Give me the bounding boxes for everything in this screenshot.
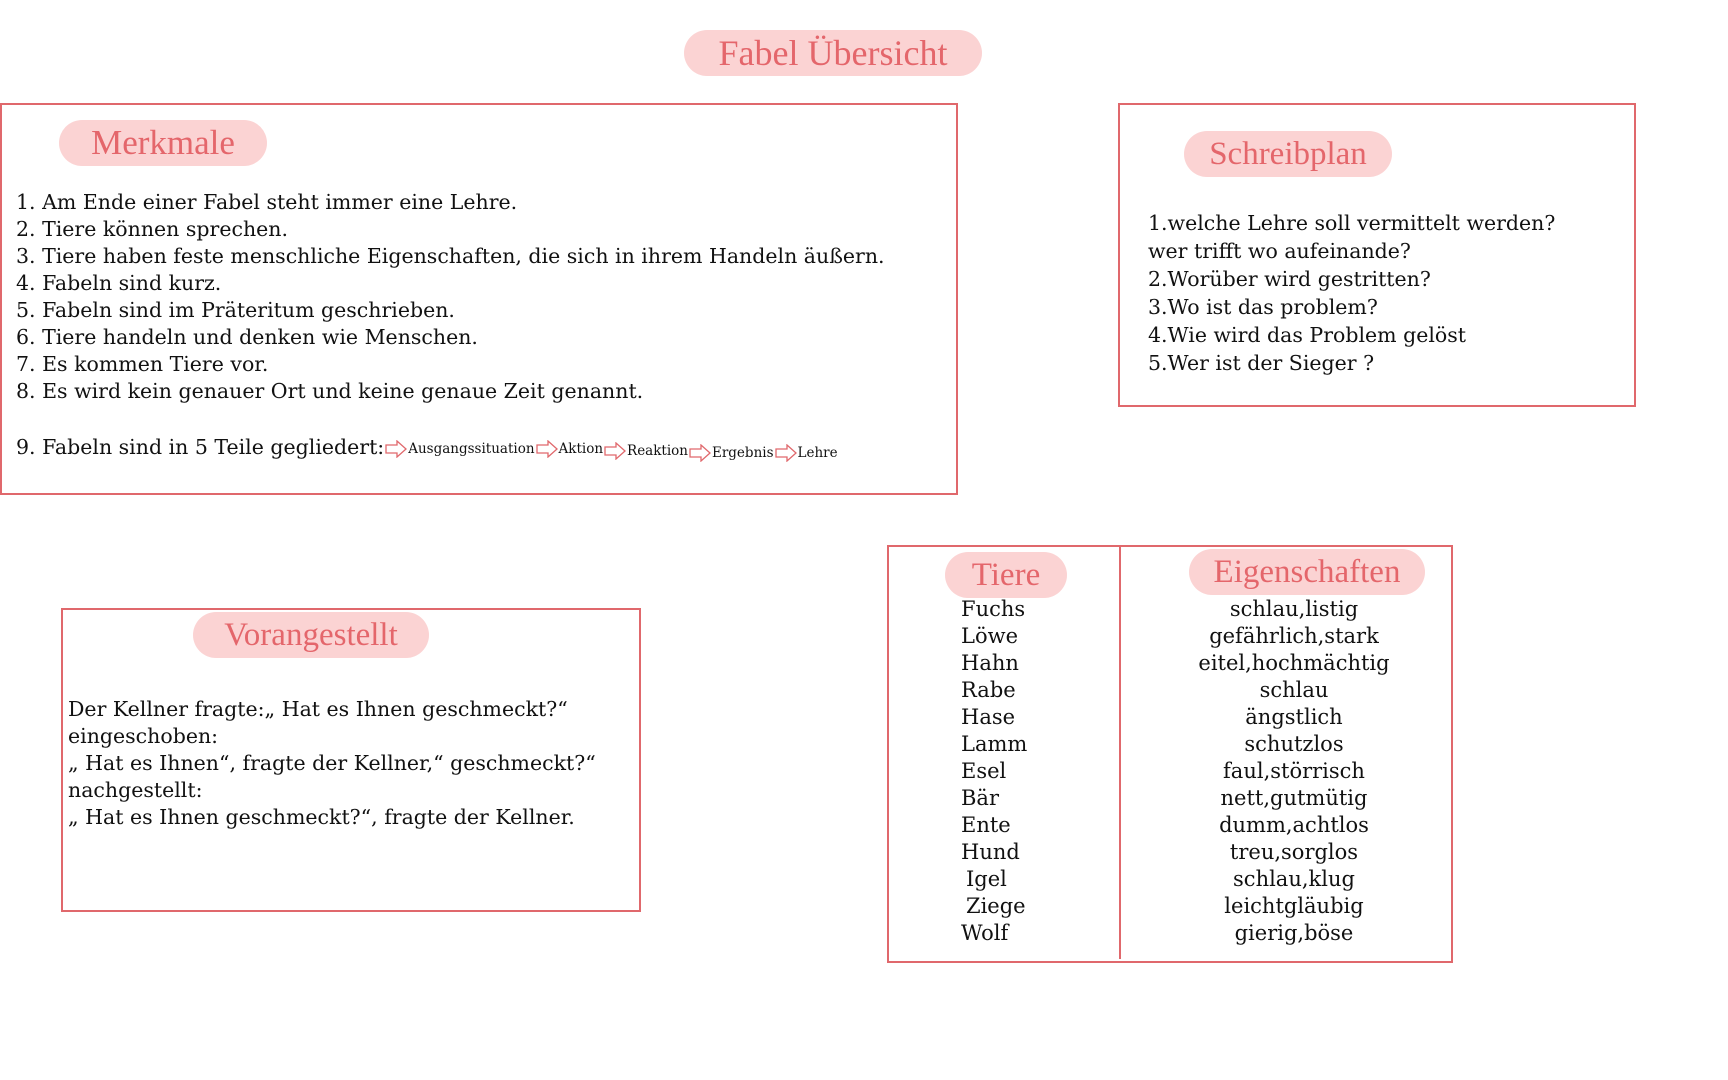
animal-name: Hahn [961, 651, 1019, 675]
arrow-right-icon [689, 444, 711, 462]
animal-name: Hase [961, 705, 1016, 729]
schreibplan-item: 1.welche Lehre soll vermittelt werden? [1148, 211, 1556, 235]
animal-name: Wolf [961, 921, 1009, 945]
animal-name: Bär [961, 786, 999, 810]
arrow-right-icon [536, 440, 558, 458]
animal-name: Hund [961, 840, 1020, 864]
eigenschaften-heading: Eigenschaften [1189, 549, 1425, 595]
animal-trait: gefährlich,stark [1209, 624, 1379, 648]
merkmale-item: 7. Es kommen Tiere vor. [16, 352, 269, 376]
schreibplan-heading: Schreibplan [1184, 131, 1392, 177]
arrow-right-icon [775, 444, 797, 462]
merkmale-item: 5. Fabeln sind im Präteritum geschrieben. [16, 298, 455, 322]
merkmale-item: 3. Tiere haben feste menschliche Eigenschaften, die sich in ihrem Handeln äußern. [16, 244, 885, 268]
part-step [688, 444, 774, 462]
page-title: Fabel Übersicht [684, 30, 982, 76]
vorangestellt-heading: Vorangestellt [193, 612, 429, 658]
part-label: Lehre [797, 445, 838, 461]
animal-name: Ente [961, 813, 1011, 837]
dialog-line: Der Kellner fragte:„ Hat es Ihnen geschmeckt?“ [68, 697, 568, 721]
schreibplan-item: 2.Worüber wird gestritten? [1148, 267, 1431, 291]
animal-name: Igel [966, 867, 1007, 891]
animal-name: Fuchs [961, 597, 1026, 621]
animal-name: Löwe [961, 624, 1018, 648]
merkmale-item: 6. Tiere handeln und denken wie Menschen. [16, 325, 478, 349]
merkmale-item: 4. Fabeln sind kurz. [16, 271, 222, 295]
dialog-line: eingeschoben: [68, 724, 219, 748]
vorangestellt-text [68, 696, 596, 831]
merkmale-list [16, 189, 885, 405]
animal-trait: schutzlos [1244, 732, 1344, 756]
animal-name: Ziege [966, 894, 1026, 918]
dialog-line: „ Hat es Ihnen geschmeckt?“, fragte der Kellner. [68, 805, 575, 829]
animal-trait: eitel,hochmächtig [1198, 651, 1390, 675]
animal-trait: dumm,achtlos [1219, 813, 1369, 837]
merkmale-heading: Merkmale [59, 120, 267, 166]
dialog-line: „ Hat es Ihnen“, fragte der Kellner,“ geschmeckt?“ [68, 751, 596, 775]
tiere-table [887, 545, 1453, 963]
vorangestellt-box [61, 608, 641, 912]
animal-trait: schlau,listig [1229, 597, 1359, 621]
part-label: Ausgangssituation [408, 441, 535, 457]
column-divider [1119, 547, 1121, 959]
animal-trait: schlau [1259, 678, 1329, 702]
schreibplan-item: 4.Wie wird das Problem gelöst [1148, 323, 1467, 347]
arrow-right-icon [604, 442, 626, 460]
merkmale-item: 2. Tiere können sprechen. [16, 217, 289, 241]
part-label: Ergebnis [711, 445, 774, 461]
schreibplan-box [1118, 103, 1636, 407]
merkmale-item: 8. Es wird kein genauer Ort und keine genaue Zeit genannt. [16, 379, 644, 403]
animal-trait: ängstlich [1245, 705, 1343, 729]
part-step [603, 442, 688, 460]
fabel-parts-row [16, 432, 838, 462]
animal-name: Rabe [961, 678, 1016, 702]
dialog-line: nachgestellt: [68, 778, 203, 802]
tiere-heading: Tiere [945, 552, 1067, 598]
part-label: Reaktion [627, 443, 688, 459]
animals-column [961, 596, 1027, 947]
animal-name: Esel [961, 759, 1007, 783]
schreibplan-item: 5.Wer ist der Sieger ? [1148, 351, 1375, 375]
animal-name: Lamm [961, 732, 1028, 756]
animal-trait: gierig,böse [1234, 921, 1354, 945]
animal-trait: nett,gutmütig [1220, 786, 1368, 810]
animal-trait: faul,störrisch [1223, 759, 1365, 783]
traits-column [1159, 596, 1429, 947]
animal-trait: leichtgläubig [1224, 894, 1364, 918]
part-step [384, 440, 534, 458]
schreibplan-item: wer trifft wo aufeinande? [1148, 239, 1411, 263]
merkmale-item-9: 9. Fabeln sind in 5 Teile gegliedert: [16, 435, 385, 459]
merkmale-item: 1. Am Ende einer Fabel steht immer eine Lehre. [16, 190, 518, 214]
schreibplan-item: 3.Wo ist das problem? [1148, 295, 1378, 319]
schreibplan-list [1148, 209, 1555, 377]
part-step [535, 440, 604, 458]
arrow-right-icon [385, 440, 407, 458]
animal-trait: treu,sorglos [1229, 840, 1359, 864]
animal-trait: schlau,klug [1233, 867, 1355, 891]
part-label: Aktion [558, 441, 604, 457]
part-step [774, 444, 838, 462]
